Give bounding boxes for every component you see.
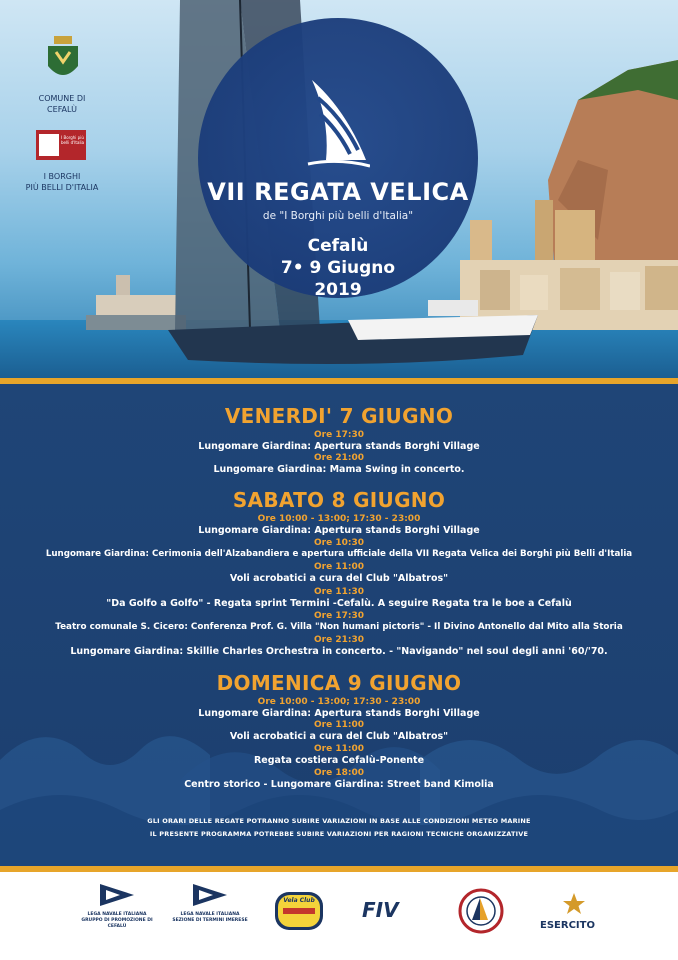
event-item: Lungomare Giardina: Mama Swing in concerto. <box>213 464 465 475</box>
sailboat-hull <box>168 300 548 375</box>
cefalu-crest-icon <box>44 36 82 84</box>
borghi-logo-text: I Borghi più belli d'Italia <box>61 135 85 145</box>
star-icon <box>562 892 586 916</box>
time-label: Ore 10:00 - 13:00; 17:30 - 23:00 <box>257 514 421 524</box>
event-item: "Da Golfo a Golfo" - Regata sprint Termini -Cefalù. A seguire Regata tra le boe a Cefalù <box>106 598 572 609</box>
comune-line1: COMUNE DI <box>38 94 86 103</box>
event-item: Lungomare Giardina: Skillie Charles Orchestra in concerto. - "Navigando" nel soul degli anni '60/'70. <box>70 646 608 657</box>
vela-club-text: Vela Club <box>283 897 315 904</box>
time-label: Ore 11:00 <box>314 744 364 754</box>
day-title-sunday: DOMENICA 9 GIUGNO <box>216 671 462 695</box>
comune-line2: CEFALÙ <box>47 105 77 114</box>
fiv-logo: FIV <box>362 898 399 922</box>
borghi-logo <box>36 130 86 160</box>
event-title: VII REGATA VELICA <box>207 178 469 206</box>
time-label: Ore 17:30 <box>314 611 364 621</box>
event-item: Regata costiera Cefalù-Ponente <box>253 755 425 766</box>
event-year: 2019 <box>314 280 362 300</box>
time-label: Ore 11:30 <box>314 587 364 597</box>
borghi-line2: PIÙ BELLI D'ITALIA <box>25 183 99 192</box>
time-label: Ore 10:30 <box>314 538 364 548</box>
sponsor-vela-club-cefalu <box>458 888 504 938</box>
borghi-logo-mark-icon <box>39 134 59 156</box>
day-title-saturday: SABATO 8 GIUGNO <box>232 488 446 512</box>
event-item: Lungomare Giardina: Apertura stands Borghi Village <box>198 708 480 719</box>
borghi-line1: I BORGHI <box>43 172 81 181</box>
time-label: Ore 21:00 <box>314 453 364 463</box>
sponsor-lni-termini <box>170 882 250 924</box>
sponsor-lni2-line1: LEGA NAVALE ITALIANA <box>180 912 240 917</box>
event-item: Lungomare Giardina: Apertura stands Borghi Village <box>198 525 480 536</box>
time-label: Ore 18:00 <box>314 768 364 778</box>
event-item: Voli acrobatici a cura del Club "Albatros" <box>229 573 449 584</box>
time-label: Ore 10:00 - 13:00; 17:30 - 23:00 <box>257 697 421 707</box>
time-label: Ore 11:00 <box>314 562 364 572</box>
event-dates: 7• 9 Giugno <box>280 258 396 278</box>
esercito-logo: ESERCITO <box>540 920 595 931</box>
event-item: Voli acrobatici a cura del Club "Albatros" <box>229 731 449 742</box>
sponsor-vela-club <box>272 890 326 936</box>
sail-logo-icon <box>306 80 370 170</box>
time-label: Ore 17:30 <box>314 430 364 440</box>
sponsor-lni-cefalu <box>72 882 162 930</box>
sponsor-lni1-line1: LEGA NAVALE ITALIANA <box>87 912 147 917</box>
note-weather: GLI ORARI DELLE REGATE POTRANNO SUBIRE VARIAZIONI IN BASE ALLE CONDIZIONI METEO MARINE <box>147 817 531 825</box>
lni-flag-icon <box>191 882 229 908</box>
sponsor-lni2-line2: SEZIONE DI TERMINI IMERESE <box>172 918 248 923</box>
note-changes: IL PRESENTE PROGRAMMA POTREBBE SUBIRE VARIAZIONI PER RAGIONI TECNICHE ORGANIZZATIVE <box>149 830 529 838</box>
sponsor-footer <box>0 872 678 960</box>
comune-label <box>24 93 100 115</box>
event-item: Centro storico - Lungomare Giardina: Street band Kimolia <box>184 779 494 790</box>
lni-flag-icon <box>98 882 136 908</box>
event-badge <box>198 18 478 298</box>
day-title-friday: VENERDI' 7 GIUGNO <box>224 404 454 428</box>
time-label: Ore 21:30 <box>314 635 364 645</box>
time-label: Ore 11:00 <box>314 720 364 730</box>
event-city: Cefalù <box>307 236 369 256</box>
borghi-label <box>20 171 104 193</box>
event-item: Teatro comunale S. Cicero: Conferenza Prof. G. Villa "Non humani pictoris" - Il Divino Antonello dal Mito alla Storia <box>55 622 623 632</box>
sponsor-lni1-line2: GRUPPO DI PROMOZIONE DI CEFALÙ <box>81 918 153 929</box>
event-item: Lungomare Giardina: Apertura stands Borghi Village <box>198 441 480 452</box>
event-subtitle: de "I Borghi più belli d'Italia" <box>262 210 414 222</box>
hero-photo <box>0 0 678 378</box>
vela-club-cefalu-seal-icon <box>458 888 504 934</box>
event-item: Lungomare Giardina: Cerimonia dell'Alzabandiera e apertura ufficiale della VII Regata Velica dei Borghi più Belli d'Italia <box>45 549 633 559</box>
